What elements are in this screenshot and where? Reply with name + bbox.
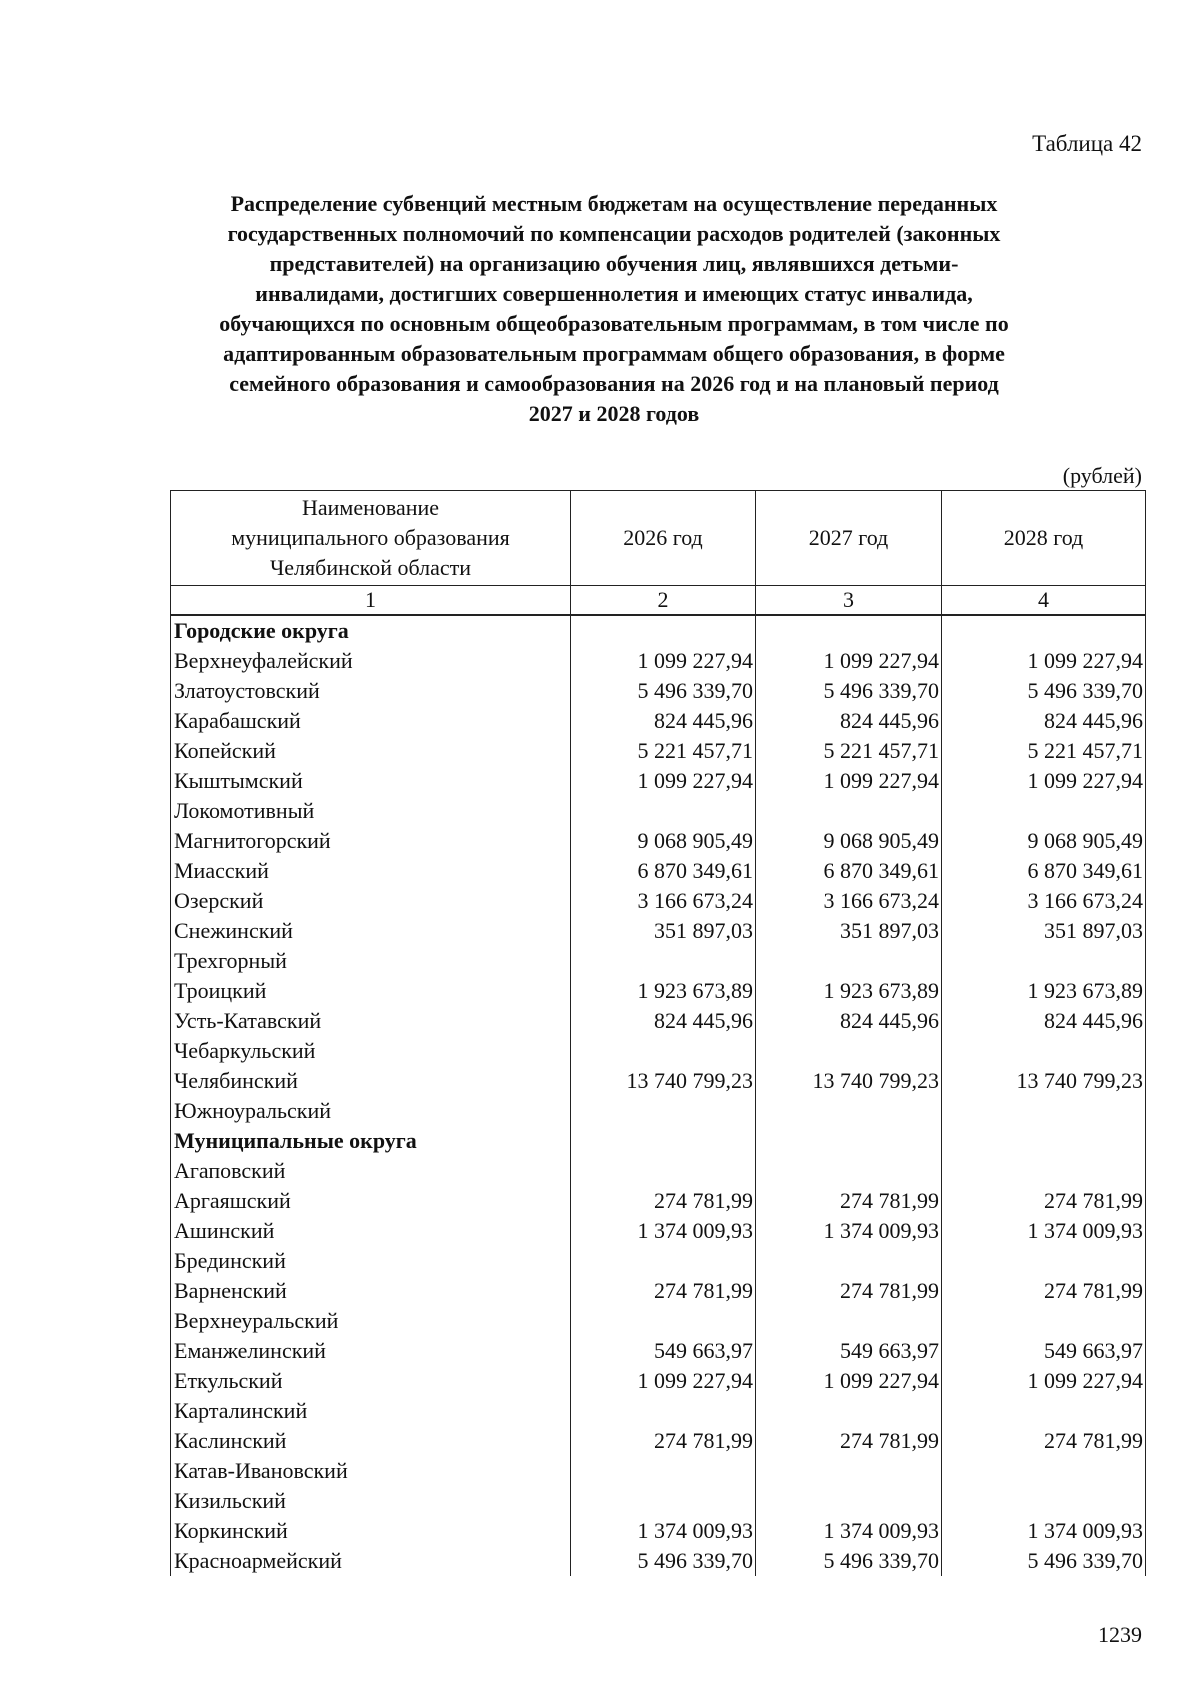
cell-2026 [571, 1156, 756, 1186]
cell-2026: 5 496 339,70 [571, 676, 756, 706]
cell-2026: 824 445,96 [571, 706, 756, 736]
cell-2027: 824 445,96 [756, 706, 942, 736]
table-row [171, 676, 1146, 706]
cell-2027 [756, 1486, 942, 1516]
cell-2026: 6 870 349,61 [571, 856, 756, 886]
cell-municipality-name: Снежинский [171, 916, 571, 946]
header-2027: 2027 год [756, 491, 942, 586]
cell-municipality-name: Челябинский [171, 1066, 571, 1096]
cell-2028: 274 781,99 [942, 1186, 1146, 1216]
title-line: адаптированным образовательным программам общего образования, в форме [223, 341, 1005, 366]
header-2026: 2026 год [571, 491, 756, 586]
table-row [171, 826, 1146, 856]
table-row [171, 736, 1146, 766]
cell-municipality-name: Варненский [171, 1276, 571, 1306]
title-line: Распределение субвенций местным бюджетам на осуществление переданных [230, 191, 998, 216]
cell-2027 [756, 1126, 942, 1156]
cell-2026: 9 068 905,49 [571, 826, 756, 856]
cell-2028: 549 663,97 [942, 1336, 1146, 1366]
cell-2026 [571, 1126, 756, 1156]
cell-2028 [942, 1156, 1146, 1186]
cell-municipality-name: Локомотивный [171, 796, 571, 826]
table-row [171, 1396, 1146, 1426]
cell-2026: 1 374 009,93 [571, 1516, 756, 1546]
cell-2027: 13 740 799,23 [756, 1066, 942, 1096]
cell-municipality-name: Ашинский [171, 1216, 571, 1246]
cell-2028: 1 374 009,93 [942, 1516, 1146, 1546]
cell-2028: 824 445,96 [942, 1006, 1146, 1036]
cell-municipality-name: Чебаркульский [171, 1036, 571, 1066]
cell-2028 [942, 796, 1146, 826]
cell-2028: 1 099 227,94 [942, 646, 1146, 676]
cell-2026: 274 781,99 [571, 1426, 756, 1456]
cell-2026: 13 740 799,23 [571, 1066, 756, 1096]
table-row [171, 916, 1146, 946]
cell-2026: 351 897,03 [571, 916, 756, 946]
table-body [171, 615, 1146, 1576]
column-number-row [171, 586, 1146, 616]
column-number: 4 [942, 586, 1146, 616]
cell-2028 [942, 1456, 1146, 1486]
table-row [171, 766, 1146, 796]
cell-municipality-name: Коркинский [171, 1516, 571, 1546]
header-municipality [171, 491, 571, 586]
table-row [171, 1546, 1146, 1576]
cell-municipality-name: Еманжелинский [171, 1336, 571, 1366]
cell-municipality-name: Троицкий [171, 976, 571, 1006]
cell-2026: 549 663,97 [571, 1336, 756, 1366]
cell-2026 [571, 1456, 756, 1486]
cell-municipality-name: Аргаяшский [171, 1186, 571, 1216]
cell-municipality-name: Каслинский [171, 1426, 571, 1456]
table-row [171, 1006, 1146, 1036]
table-row [171, 1066, 1146, 1096]
table-row [171, 1306, 1146, 1336]
cell-2026: 274 781,99 [571, 1186, 756, 1216]
cell-2028: 274 781,99 [942, 1276, 1146, 1306]
cell-2027: 9 068 905,49 [756, 826, 942, 856]
table-row [171, 1246, 1146, 1276]
cell-2026: 1 099 227,94 [571, 646, 756, 676]
table-row [171, 886, 1146, 916]
cell-municipality-name: Карабашский [171, 706, 571, 736]
cell-2027: 1 374 009,93 [756, 1516, 942, 1546]
table-number: Таблица 42 [1032, 131, 1142, 156]
cell-municipality-name: Еткульский [171, 1366, 571, 1396]
cell-2028: 6 870 349,61 [942, 856, 1146, 886]
table-row [171, 1036, 1146, 1066]
cell-2027: 274 781,99 [756, 1276, 942, 1306]
cell-2027 [756, 1096, 942, 1126]
cell-municipality-name: Усть-Катавский [171, 1006, 571, 1036]
cell-2028 [942, 1036, 1146, 1066]
cell-2027: 1 099 227,94 [756, 1366, 942, 1396]
cell-2027: 5 496 339,70 [756, 676, 942, 706]
table-row [171, 1336, 1146, 1366]
cell-municipality-name: Магнитогорский [171, 826, 571, 856]
cell-2026 [571, 1486, 756, 1516]
cell-2028 [942, 1306, 1146, 1336]
cell-2028 [942, 946, 1146, 976]
cell-2027: 1 374 009,93 [756, 1216, 942, 1246]
cell-2028: 274 781,99 [942, 1426, 1146, 1456]
cell-municipality-name: Городские округа [171, 615, 571, 646]
table-row [171, 856, 1146, 886]
cell-2028: 1 374 009,93 [942, 1216, 1146, 1246]
cell-2028 [942, 615, 1146, 646]
cell-2027: 5 221 457,71 [756, 736, 942, 766]
table-row [171, 706, 1146, 736]
cell-2027 [756, 946, 942, 976]
table-row [171, 1516, 1146, 1546]
cell-2026: 3 166 673,24 [571, 886, 756, 916]
table-row [171, 1216, 1146, 1246]
title-line: семейного образования и самообразования на 2026 год и на плановый период [229, 371, 999, 396]
cell-2028 [942, 1246, 1146, 1276]
cell-municipality-name: Кыштымский [171, 766, 571, 796]
subvention-table-container [170, 490, 1145, 1576]
cell-2026 [571, 1096, 756, 1126]
cell-2028: 1 099 227,94 [942, 766, 1146, 796]
cell-2026: 274 781,99 [571, 1276, 756, 1306]
cell-2028: 1 099 227,94 [942, 1366, 1146, 1396]
table-row [171, 1186, 1146, 1216]
cell-2026: 824 445,96 [571, 1006, 756, 1036]
cell-2028 [942, 1486, 1146, 1516]
table-group-row [171, 615, 1146, 646]
cell-municipality-name: Златоустовский [171, 676, 571, 706]
cell-municipality-name: Брединский [171, 1246, 571, 1276]
title-line: государственных полномочий по компенсации расходов родителей (законных [227, 221, 1001, 246]
cell-2026 [571, 1306, 756, 1336]
title-line: обучающихся по основным общеобразовательным программам, в том числе по [219, 311, 1009, 336]
cell-2028: 1 923 673,89 [942, 976, 1146, 1006]
cell-2027 [756, 1306, 942, 1336]
cell-2027 [756, 1456, 942, 1486]
title-line: представителей) на организацию обучения лиц, являвшихся детьми- [269, 251, 959, 276]
cell-2027 [756, 1156, 942, 1186]
table-row [171, 646, 1146, 676]
cell-municipality-name: Муниципальные округа [171, 1126, 571, 1156]
cell-municipality-name: Карталинский [171, 1396, 571, 1426]
table-row [171, 1096, 1146, 1126]
header-name-line: Челябинской области [269, 555, 472, 580]
cell-2026: 1 374 009,93 [571, 1216, 756, 1246]
cell-2026: 1 099 227,94 [571, 1366, 756, 1396]
cell-municipality-name: Кизильский [171, 1486, 571, 1516]
cell-2028: 5 221 457,71 [942, 736, 1146, 766]
header-2028: 2028 год [942, 491, 1146, 586]
cell-2026 [571, 1246, 756, 1276]
column-number: 1 [171, 586, 571, 616]
cell-2028 [942, 1126, 1146, 1156]
subvention-table [170, 490, 1146, 1576]
cell-2026 [571, 1396, 756, 1426]
cell-2026: 1 923 673,89 [571, 976, 756, 1006]
cell-2027: 6 870 349,61 [756, 856, 942, 886]
header-name-line: Наименование [301, 495, 440, 520]
cell-2027: 5 496 339,70 [756, 1546, 942, 1576]
column-number: 3 [756, 586, 942, 616]
table-row [171, 1486, 1146, 1516]
cell-2028: 13 740 799,23 [942, 1066, 1146, 1096]
table-row [171, 1156, 1146, 1186]
cell-2028: 5 496 339,70 [942, 1546, 1146, 1576]
cell-2027: 549 663,97 [756, 1336, 942, 1366]
cell-2027: 274 781,99 [756, 1186, 942, 1216]
cell-2026 [571, 946, 756, 976]
cell-2028: 351 897,03 [942, 916, 1146, 946]
cell-2026: 1 099 227,94 [571, 766, 756, 796]
cell-2027 [756, 1036, 942, 1066]
table-row [171, 1366, 1146, 1396]
cell-municipality-name: Верхнеуфалейский [171, 646, 571, 676]
table-row [171, 796, 1146, 826]
cell-municipality-name: Верхнеуральский [171, 1306, 571, 1336]
table-group-row [171, 1126, 1146, 1156]
cell-2028: 824 445,96 [942, 706, 1146, 736]
cell-municipality-name: Озерский [171, 886, 571, 916]
cell-municipality-name: Красноармейский [171, 1546, 571, 1576]
header-name-line: муниципального образования [231, 525, 510, 550]
title-line: 2027 и 2028 годов [528, 401, 700, 426]
cell-2026 [571, 796, 756, 826]
title-line: инвалидами, достигших совершеннолетия и имеющих статус инвалида, [255, 281, 973, 306]
cell-2028 [942, 1396, 1146, 1426]
cell-2027: 274 781,99 [756, 1426, 942, 1456]
cell-municipality-name: Трехгорный [171, 946, 571, 976]
cell-2027: 1 923 673,89 [756, 976, 942, 1006]
cell-2027 [756, 796, 942, 826]
cell-2026 [571, 1036, 756, 1066]
cell-2027 [756, 1396, 942, 1426]
cell-2027: 1 099 227,94 [756, 766, 942, 796]
cell-2026: 5 221 457,71 [571, 736, 756, 766]
table-row [171, 1456, 1146, 1486]
cell-2027 [756, 615, 942, 646]
cell-municipality-name: Южноуральский [171, 1096, 571, 1126]
cell-2028 [942, 1096, 1146, 1126]
cell-municipality-name: Копейский [171, 736, 571, 766]
cell-2027: 3 166 673,24 [756, 886, 942, 916]
cell-municipality-name: Катав-Ивановский [171, 1456, 571, 1486]
table-header-row [171, 491, 1146, 586]
cell-2028: 5 496 339,70 [942, 676, 1146, 706]
table-row [171, 1426, 1146, 1456]
document-title [150, 189, 1078, 429]
cell-municipality-name: Миасский [171, 856, 571, 886]
cell-2028: 3 166 673,24 [942, 886, 1146, 916]
cell-2027: 351 897,03 [756, 916, 942, 946]
cell-2026: 5 496 339,70 [571, 1546, 756, 1576]
cell-2027: 824 445,96 [756, 1006, 942, 1036]
table-row [171, 946, 1146, 976]
cell-2028: 9 068 905,49 [942, 826, 1146, 856]
cell-2027 [756, 1246, 942, 1276]
cell-2027: 1 099 227,94 [756, 646, 942, 676]
column-number: 2 [571, 586, 756, 616]
cell-2026 [571, 615, 756, 646]
cell-municipality-name: Агаповский [171, 1156, 571, 1186]
table-row [171, 1276, 1146, 1306]
units-label: (рублей) [1062, 463, 1142, 488]
page-number: 1239 [1098, 1622, 1142, 1647]
table-row [171, 976, 1146, 1006]
